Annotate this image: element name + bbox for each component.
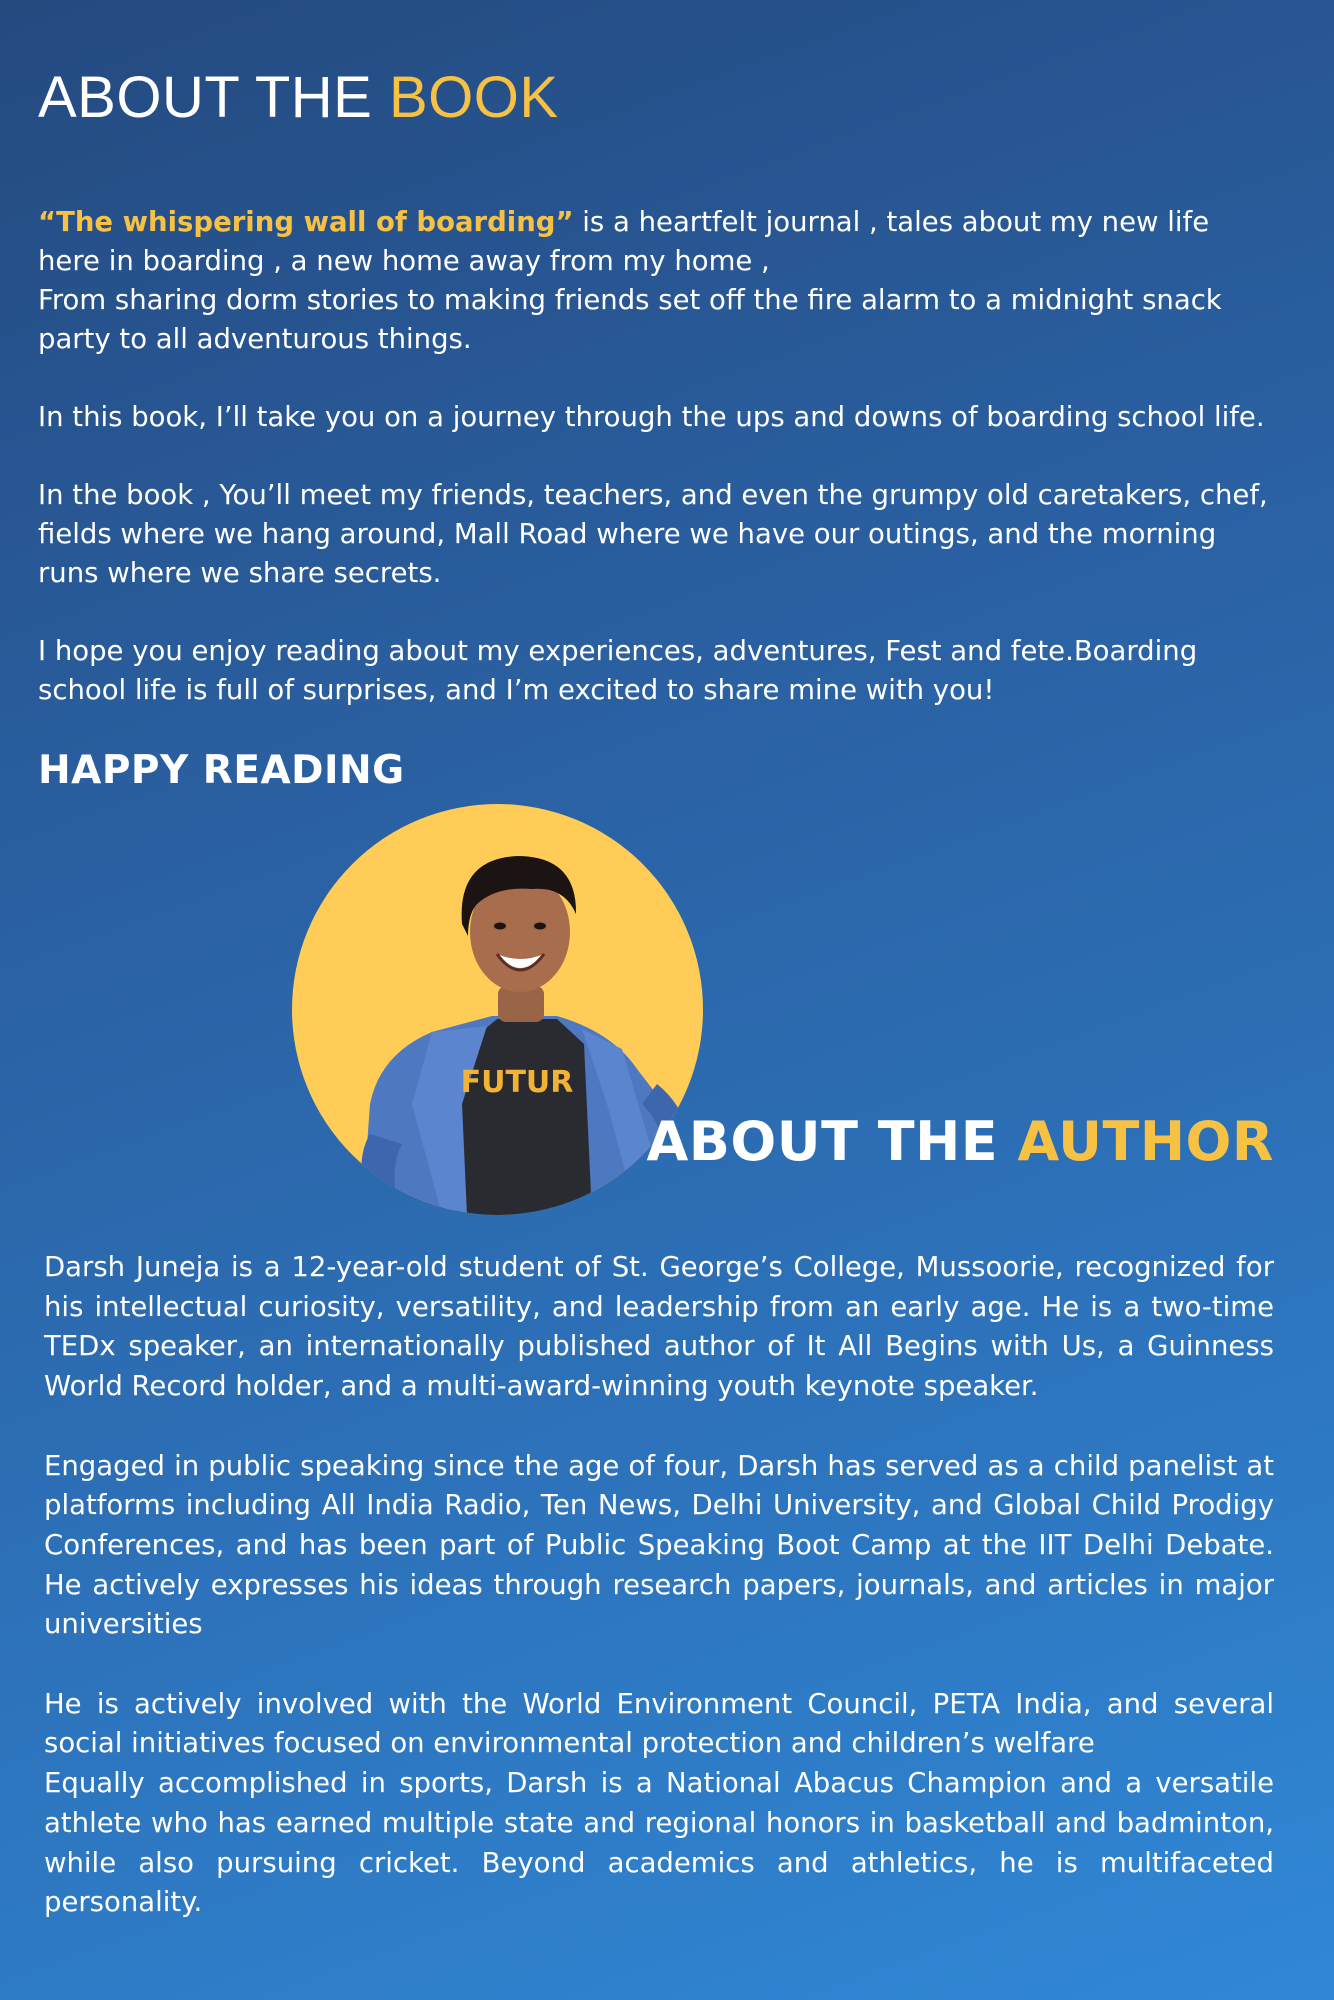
about-book-heading-prefix: ABOUT THE — [38, 65, 389, 130]
author-portrait-illustration — [292, 804, 703, 1215]
author-paragraph-1: Darsh Juneja is a 12-year-old student of St. George’s College, Mussoorie, recognized for his intellectual curiosity, versatility, and leadership from an early age. He is a two-time TEDx speaker, an internationally published author of It All Begins with Us, a Guinness World Record holder, and a multi-award-winning youth keynote speaker. — [44, 1251, 1274, 1403]
about-author-body — [44, 1248, 1274, 1923]
about-author-heading-accent: AUTHOR — [1017, 1110, 1274, 1173]
author-paragraph-2: Engaged in public speaking since the age of four, Darsh has served as a child panelist at platforms including All India Radio, Ten News, Delhi University, and Global Child Prodigy Conferences, and has been part of Public Speaking Boot Camp at the IIT Delhi Debate. He actively expresses his ideas through research papers, journals, and articles in major universities — [44, 1449, 1274, 1641]
about-book-heading — [38, 66, 559, 130]
happy-reading-heading: HAPPY READING — [38, 748, 405, 793]
author-paragraph-3: He is actively involved with the World Environment Council, PETA India, and several social initiatives focused on environmental protection and children’s welfare — [44, 1687, 1274, 1760]
author-photo — [292, 804, 703, 1215]
book-paragraph-1-text: is a heartfelt journal , tales about my new life here in boarding , a new home away from my home , — [38, 206, 1210, 277]
book-paragraph-1 — [38, 203, 1278, 281]
book-paragraph-2: In this book, I’ll take you on a journey through the ups and downs of boarding school life. — [38, 401, 1265, 433]
book-paragraph-4: I hope you enjoy reading about my experiences, adventures, Fest and fete.Boarding school life is full of surprises, and I’m excited to share mine with you! — [38, 635, 1198, 706]
about-author-heading — [646, 1112, 1274, 1171]
book-paragraph-1b: From sharing dorm stories to making friends set off the fire alarm to a midnight snack party to all adventurous things. — [38, 284, 1222, 355]
author-paragraph-4: Equally accomplished in sports, Darsh is a National Abacus Champion and a versatile athlete who has earned multiple state and regional honors in basketball and badminton, while also pursuing cricket. Beyond academics and athletics, he is multifaceted personality. — [44, 1767, 1274, 1919]
about-book-heading-accent: BOOK — [388, 65, 559, 130]
shirt-print-text: FUTUR — [460, 1065, 574, 1100]
book-title: “The whispering wall of boarding” — [38, 206, 574, 238]
about-book-body — [38, 203, 1278, 710]
about-author-heading-prefix: ABOUT THE — [646, 1110, 1018, 1173]
book-paragraph-3: In the book , You’ll meet my friends, teachers, and even the grumpy old caretakers, chef, fields where we hang around, Mall Road where we have our outings, and the morning runs where we share secrets. — [38, 479, 1268, 589]
